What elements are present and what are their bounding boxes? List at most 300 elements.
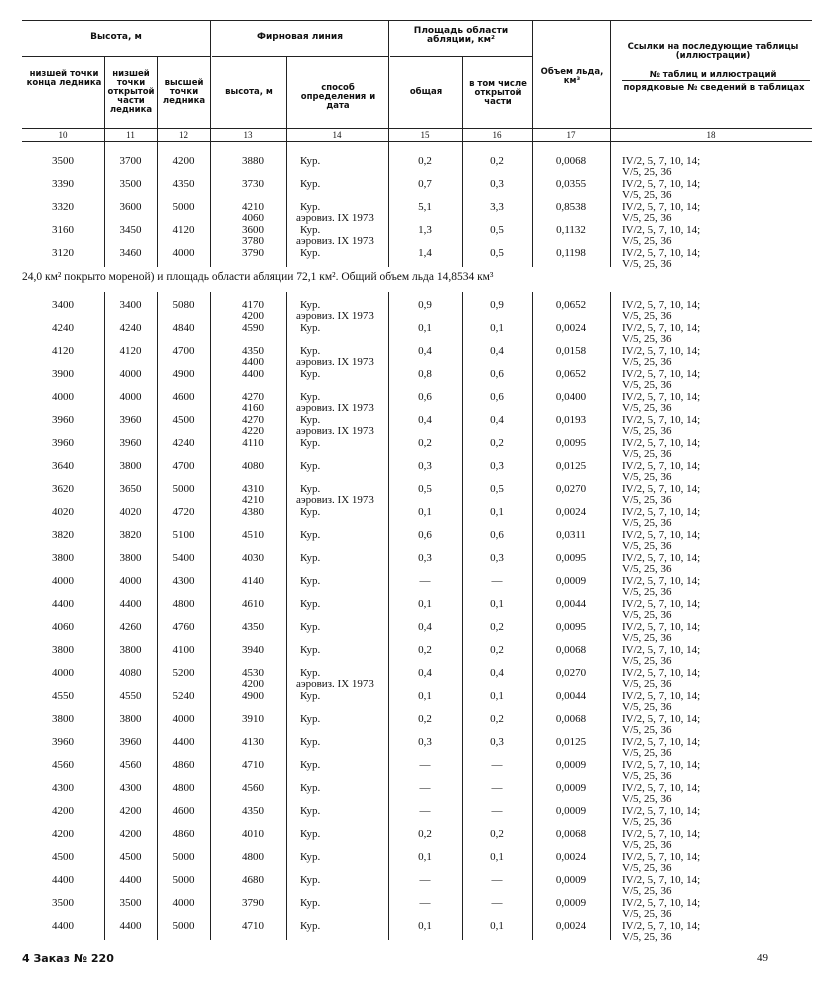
firn-method-value: Кур. xyxy=(300,736,321,748)
firn-height-value: 4560 xyxy=(242,782,264,794)
cell-firn-height xyxy=(228,553,278,564)
cell-volume: 0,0095 xyxy=(555,621,587,633)
cell-lowest: 3500 xyxy=(52,897,74,909)
references-line-1: IV/2, 5, 7, 10, 14; xyxy=(622,224,701,236)
firn-method-value: Кур. xyxy=(300,368,321,380)
firn-height-value: 4350 xyxy=(242,345,264,357)
firn-method-value: Кур. xyxy=(300,874,321,886)
cell-volume: 0,1132 xyxy=(556,224,586,236)
firn-method-value: аэровиз. IX 1973 xyxy=(296,235,374,247)
cell-volume: 0,0024 xyxy=(555,920,587,932)
firn-height-value: 4610 xyxy=(242,598,264,610)
cell-firn-method xyxy=(300,921,320,932)
references-line-2: V/5, 25, 36 xyxy=(622,448,672,460)
cell-volume: 0,0311 xyxy=(556,529,586,541)
firn-height-value: 3940 xyxy=(242,644,264,656)
cell-area-total: — xyxy=(419,759,431,771)
firn-height-value: 4160 xyxy=(242,402,264,414)
firn-height-value: 4270 xyxy=(242,414,264,426)
header-firn-height: высота, м xyxy=(225,87,273,97)
cell-lowest-open: 3800 xyxy=(119,552,142,564)
cell-lowest: 4400 xyxy=(52,874,74,886)
firn-height-value: 4510 xyxy=(242,529,264,541)
cell-lowest: 3800 xyxy=(52,713,74,725)
firn-method-value: Кур. xyxy=(300,247,321,259)
references-line-2: V/5, 25, 36 xyxy=(622,931,672,943)
cell-volume: 0,0044 xyxy=(555,598,587,610)
cell-area-open: 0,2 xyxy=(490,644,504,656)
cell-lowest-open: 4000 xyxy=(119,575,142,587)
column-number: 17 xyxy=(566,130,576,140)
cell-firn-method xyxy=(300,898,320,909)
cell-lowest-open: 4120 xyxy=(119,345,142,357)
firn-height-value: 4060 xyxy=(242,212,264,224)
cell-firn-method xyxy=(300,156,320,167)
firn-height-value: 4270 xyxy=(242,391,264,403)
firn-method-value: Кур. xyxy=(300,483,321,495)
cell-area-total: 0,2 xyxy=(418,713,432,725)
cell-area-open: 0,5 xyxy=(490,224,504,236)
firn-height-value: 4130 xyxy=(242,736,264,748)
table-note: 24,0 км² покрыто мореной) и площадь области абляции 72,1 км². Общий объем льда 14,8534 км³ xyxy=(22,271,494,283)
firn-method-value: Кур. xyxy=(300,299,321,311)
table-row xyxy=(0,457,813,483)
cell-area-total: 0,2 xyxy=(418,437,432,449)
firn-height-value: 4170 xyxy=(242,299,264,311)
firn-method-value: Кур. xyxy=(300,155,321,167)
cell-lowest: 4560 xyxy=(52,759,74,771)
table-row xyxy=(0,503,813,529)
firn-method-value: Кур. xyxy=(300,759,321,771)
cell-area-open: 0,3 xyxy=(490,178,504,190)
cell-firn-height xyxy=(228,783,278,794)
cell-area-open: 0,9 xyxy=(490,299,504,311)
cell-firn-height xyxy=(228,530,278,541)
cell-volume: 0,0009 xyxy=(555,874,587,886)
cell-area-open: 0,1 xyxy=(490,920,504,932)
firn-height-value: 4010 xyxy=(242,828,264,840)
firn-height-value: 4350 xyxy=(242,805,264,817)
firn-height-value: 4080 xyxy=(242,460,264,472)
cell-lowest: 3320 xyxy=(52,201,74,213)
references-line-1: IV/2, 5, 7, 10, 14; xyxy=(622,851,701,863)
cell-firn-method xyxy=(300,461,320,472)
header-area-open: в том числе открытой части xyxy=(469,79,527,107)
cell-lowest-open: 3600 xyxy=(119,201,142,213)
header-divider xyxy=(104,56,105,141)
cell-lowest-open: 4200 xyxy=(119,805,142,817)
cell-area-total: 0,8 xyxy=(418,368,432,380)
column-number: 18 xyxy=(706,130,716,140)
firn-method-value: Кур. xyxy=(300,552,321,564)
cell-firn-method xyxy=(300,179,320,190)
table-row xyxy=(0,244,813,270)
cell-lowest-open: 4300 xyxy=(119,782,142,794)
cell-lowest-open: 4400 xyxy=(119,874,142,886)
header-volume: Объем льда, км³ xyxy=(540,67,604,86)
cell-volume: 0,0009 xyxy=(555,805,587,817)
table-row xyxy=(0,388,813,414)
cell-lowest-open: 3820 xyxy=(119,529,142,541)
cell-lowest-open: 3400 xyxy=(119,299,142,311)
cell-firn-height xyxy=(228,875,278,886)
table-row xyxy=(0,917,813,943)
references-line-2: V/5, 25, 36 xyxy=(622,235,672,247)
cell-volume: 0,0652 xyxy=(555,368,587,380)
firn-method-value: Кур. xyxy=(300,598,321,610)
header-firn-method: способ определения и дата xyxy=(300,83,376,111)
references-line-1: IV/2, 5, 7, 10, 14; xyxy=(622,483,701,495)
references-line-1: IV/2, 5, 7, 10, 14; xyxy=(622,621,701,633)
cell-highest: 4120 xyxy=(172,224,195,236)
cell-lowest-open: 3960 xyxy=(119,736,142,748)
header-rule-firn xyxy=(212,56,388,57)
references-line-1: IV/2, 5, 7, 10, 14; xyxy=(622,805,701,817)
references-line-1: IV/2, 5, 7, 10, 14; xyxy=(622,437,701,449)
references-line-2: V/5, 25, 36 xyxy=(622,212,672,224)
cell-firn-height xyxy=(228,438,278,449)
cell-lowest-open: 3960 xyxy=(119,437,142,449)
table-row xyxy=(0,779,813,805)
cell-highest: 4400 xyxy=(172,736,195,748)
cell-volume: 0,0068 xyxy=(555,828,587,840)
references-line-1: IV/2, 5, 7, 10, 14; xyxy=(622,828,701,840)
table-row xyxy=(0,733,813,759)
references-line-2: V/5, 25, 36 xyxy=(622,333,672,345)
cell-volume: 0,0652 xyxy=(555,299,587,311)
cell-area-total: 0,3 xyxy=(418,736,432,748)
cell-lowest: 3400 xyxy=(52,299,74,311)
references-line-1: IV/2, 5, 7, 10, 14; xyxy=(622,690,701,702)
references-line-1: IV/2, 5, 7, 10, 14; xyxy=(622,575,701,587)
table-row xyxy=(0,221,813,247)
cell-lowest: 4000 xyxy=(52,575,74,587)
cell-area-open: 0,1 xyxy=(490,506,504,518)
cell-volume: 0,0024 xyxy=(555,851,587,863)
firn-method-value: аэровиз. IX 1973 xyxy=(296,356,374,368)
cell-lowest-open: 3800 xyxy=(119,460,142,472)
cell-highest: 5100 xyxy=(172,529,195,541)
table-row xyxy=(0,618,813,644)
firn-method-value: аэровиз. IX 1973 xyxy=(296,310,374,322)
cell-lowest: 4120 xyxy=(52,345,74,357)
cell-highest: 4900 xyxy=(172,368,195,380)
cell-lowest-open: 4020 xyxy=(119,506,142,518)
cell-firn-method xyxy=(300,248,320,259)
cell-firn-method xyxy=(300,714,320,725)
table-row xyxy=(0,152,813,178)
cell-firn-method xyxy=(300,438,320,449)
firn-method-value: Кур. xyxy=(300,224,321,236)
cell-area-open: 0,1 xyxy=(490,322,504,334)
cell-highest: 5000 xyxy=(172,920,195,932)
cell-highest: 4500 xyxy=(172,414,195,426)
cell-area-open: 0,1 xyxy=(490,690,504,702)
cell-area-total: 0,7 xyxy=(418,178,432,190)
cell-highest: 4300 xyxy=(172,575,195,587)
cell-lowest: 4020 xyxy=(52,506,74,518)
cell-highest: 4100 xyxy=(172,644,195,656)
references-line-1: IV/2, 5, 7, 10, 14; xyxy=(622,322,701,334)
cell-firn-method xyxy=(300,369,320,380)
cell-highest: 4600 xyxy=(172,391,195,403)
firn-height-value: 4710 xyxy=(242,920,264,932)
cell-firn-height xyxy=(228,369,278,380)
references-line-1: IV/2, 5, 7, 10, 14; xyxy=(622,155,701,167)
references-line-1: IV/2, 5, 7, 10, 14; xyxy=(622,247,701,259)
cell-area-total: 0,4 xyxy=(418,667,432,679)
cell-lowest: 3960 xyxy=(52,414,74,426)
cell-lowest: 4300 xyxy=(52,782,74,794)
firn-method-value: Кур. xyxy=(300,667,321,679)
references-line-2: V/5, 25, 36 xyxy=(622,747,672,759)
cell-highest: 5000 xyxy=(172,201,195,213)
cell-lowest: 4500 xyxy=(52,851,74,863)
table-row xyxy=(0,710,813,736)
cell-highest: 5240 xyxy=(172,690,195,702)
header-height-group: Высота, м xyxy=(90,32,142,42)
cell-firn-height xyxy=(228,645,278,656)
cell-area-open: 0,2 xyxy=(490,437,504,449)
header-lowest-open: низшей точки открытой части ледника xyxy=(107,69,155,115)
references-line-2: V/5, 25, 36 xyxy=(622,816,672,828)
cell-highest: 5000 xyxy=(172,874,195,886)
firn-height-value: 4210 xyxy=(242,494,264,506)
cell-firn-method xyxy=(300,622,320,633)
cell-firn-height xyxy=(228,622,278,633)
references-line-2: V/5, 25, 36 xyxy=(622,517,672,529)
firn-height-value: 3790 xyxy=(242,247,264,259)
column-number: 11 xyxy=(126,130,135,140)
firn-method-value: аэровиз. IX 1973 xyxy=(296,494,374,506)
cell-highest: 4350 xyxy=(172,178,195,190)
cell-area-open: — xyxy=(491,874,503,886)
table-row xyxy=(0,894,813,920)
header-lowest: низшей точки конца ледника xyxy=(26,69,102,88)
cell-area-open: 0,6 xyxy=(490,529,504,541)
firn-height-value: 4210 xyxy=(242,201,264,213)
firn-height-value: 4200 xyxy=(242,678,264,690)
references-line-1: IV/2, 5, 7, 10, 14; xyxy=(622,782,701,794)
table-row xyxy=(0,175,813,201)
header-bottom-rule xyxy=(22,141,812,142)
cell-area-total: 0,1 xyxy=(418,322,432,334)
cell-highest: 4000 xyxy=(172,247,195,259)
references-line-2: V/5, 25, 36 xyxy=(622,356,672,368)
cell-volume: 0,0125 xyxy=(555,736,587,748)
cell-area-total: — xyxy=(419,782,431,794)
firn-method-value: Кур. xyxy=(300,920,321,932)
table-row xyxy=(0,549,813,575)
references-line-1: IV/2, 5, 7, 10, 14; xyxy=(622,345,701,357)
cell-area-open: 0,4 xyxy=(490,345,504,357)
cell-lowest-open: 4500 xyxy=(119,851,142,863)
references-line-1: IV/2, 5, 7, 10, 14; xyxy=(622,759,701,771)
column-number: 14 xyxy=(332,130,342,140)
firn-height-value: 3910 xyxy=(242,713,264,725)
cell-highest: 4860 xyxy=(172,828,195,840)
cell-firn-method xyxy=(300,530,320,541)
column-number: 15 xyxy=(420,130,430,140)
cell-lowest-open: 4000 xyxy=(119,368,142,380)
firn-height-value: 4110 xyxy=(242,437,264,449)
cell-lowest-open: 4200 xyxy=(119,828,142,840)
references-line-2: V/5, 25, 36 xyxy=(622,494,672,506)
references-line-2: V/5, 25, 36 xyxy=(622,655,672,667)
cell-lowest: 4400 xyxy=(52,598,74,610)
references-line-2: V/5, 25, 36 xyxy=(622,189,672,201)
cell-firn-height xyxy=(228,691,278,702)
column-number: 16 xyxy=(492,130,502,140)
header-divider xyxy=(210,20,211,141)
cell-area-open: — xyxy=(491,759,503,771)
references-line-1: IV/2, 5, 7, 10, 14; xyxy=(622,644,701,656)
table-row xyxy=(0,480,813,506)
references-line-2: V/5, 25, 36 xyxy=(622,379,672,391)
firn-method-value: Кур. xyxy=(300,713,321,725)
cell-lowest-open: 3450 xyxy=(119,224,142,236)
cell-firn-height xyxy=(228,898,278,909)
references-line-1: IV/2, 5, 7, 10, 14; xyxy=(622,736,701,748)
cell-lowest-open: 4000 xyxy=(119,391,142,403)
cell-lowest: 3960 xyxy=(52,437,74,449)
cell-firn-method xyxy=(300,599,320,610)
references-line-1: IV/2, 5, 7, 10, 14; xyxy=(622,598,701,610)
references-line-2: V/5, 25, 36 xyxy=(622,402,672,414)
firn-height-value: 4590 xyxy=(242,322,264,334)
cell-firn-height xyxy=(228,806,278,817)
cell-lowest: 3960 xyxy=(52,736,74,748)
table-row xyxy=(0,572,813,598)
firn-method-value: аэровиз. IX 1973 xyxy=(296,212,374,224)
header-area-total: общая xyxy=(409,87,443,97)
firn-height-value: 4400 xyxy=(242,368,264,380)
cell-lowest-open: 4080 xyxy=(119,667,142,679)
header-top-rule xyxy=(22,20,812,21)
cell-area-total: 0,6 xyxy=(418,391,432,403)
cell-highest: 4720 xyxy=(172,506,195,518)
references-line-1: IV/2, 5, 7, 10, 14; xyxy=(622,201,701,213)
table-row xyxy=(0,411,813,437)
references-line-1: IV/2, 5, 7, 10, 14; xyxy=(622,506,701,518)
references-line-2: V/5, 25, 36 xyxy=(622,258,672,270)
cell-firn-method xyxy=(300,760,320,771)
header-highest: высшей точки ледника xyxy=(162,78,206,106)
table-row xyxy=(0,664,813,690)
cell-volume: 0,0009 xyxy=(555,759,587,771)
cell-firn-height xyxy=(228,507,278,518)
cell-area-total: 0,3 xyxy=(418,552,432,564)
cell-lowest: 3640 xyxy=(52,460,74,472)
cell-area-total: 0,2 xyxy=(418,155,432,167)
table-row xyxy=(0,434,813,460)
cell-volume: 0,1198 xyxy=(556,247,586,259)
firn-height-value: 3600 xyxy=(242,224,264,236)
references-line-1: IV/2, 5, 7, 10, 14; xyxy=(622,299,701,311)
cell-lowest: 4400 xyxy=(52,920,74,932)
references-line-1: IV/2, 5, 7, 10, 14; xyxy=(622,667,701,679)
firn-height-value: 4710 xyxy=(242,759,264,771)
cell-area-open: 0,2 xyxy=(490,621,504,633)
cell-area-open: 0,5 xyxy=(490,483,504,495)
firn-method-value: Кур. xyxy=(300,897,321,909)
cell-volume: 0,0068 xyxy=(555,713,587,725)
cell-area-open: 0,2 xyxy=(490,713,504,725)
cell-firn-method xyxy=(300,507,320,518)
cell-area-total: 0,4 xyxy=(418,345,432,357)
cell-area-open: 0,3 xyxy=(490,552,504,564)
references-line-2: V/5, 25, 36 xyxy=(622,770,672,782)
firn-height-value: 4350 xyxy=(242,621,264,633)
cell-volume: 0,0009 xyxy=(555,782,587,794)
firn-height-value: 4680 xyxy=(242,874,264,886)
header-refs-sub2: порядковые № сведений в таблицах xyxy=(623,83,805,93)
cell-area-total: 0,6 xyxy=(418,529,432,541)
cell-area-open: 0,2 xyxy=(490,155,504,167)
cell-volume: 0,0158 xyxy=(555,345,587,357)
cell-lowest-open: 3800 xyxy=(119,644,142,656)
references-line-1: IV/2, 5, 7, 10, 14; xyxy=(622,920,701,932)
cell-lowest-open: 4240 xyxy=(119,322,142,334)
cell-firn-height xyxy=(228,323,278,334)
cell-references xyxy=(622,921,700,943)
column-number: 12 xyxy=(179,130,188,140)
references-line-2: V/5, 25, 36 xyxy=(622,609,672,621)
cell-firn-method xyxy=(300,829,320,840)
cell-highest: 5080 xyxy=(172,299,195,311)
firn-height-value: 4310 xyxy=(242,483,264,495)
cell-highest: 4800 xyxy=(172,598,195,610)
cell-lowest: 4000 xyxy=(52,391,74,403)
cell-area-total: 1,3 xyxy=(418,224,432,236)
references-line-2: V/5, 25, 36 xyxy=(622,540,672,552)
firn-method-value: Кур. xyxy=(300,178,321,190)
cell-highest: 5000 xyxy=(172,483,195,495)
cell-volume: 0,0068 xyxy=(555,155,587,167)
references-line-1: IV/2, 5, 7, 10, 14; xyxy=(622,529,701,541)
cell-volume: 0,0024 xyxy=(555,322,587,334)
cell-lowest: 4240 xyxy=(52,322,74,334)
references-line-2: V/5, 25, 36 xyxy=(622,839,672,851)
firn-method-value: Кур. xyxy=(300,345,321,357)
cell-volume: 0,0024 xyxy=(555,506,587,518)
firn-method-value: Кур. xyxy=(300,529,321,541)
cell-firn-method xyxy=(300,783,320,794)
cell-highest: 4240 xyxy=(172,437,195,449)
cell-area-open: — xyxy=(491,897,503,909)
firn-height-value: 4030 xyxy=(242,552,264,564)
cell-volume: 0,8538 xyxy=(555,201,587,213)
cell-area-open: — xyxy=(491,805,503,817)
cell-area-total: 0,1 xyxy=(418,690,432,702)
cell-area-open: 3,3 xyxy=(490,201,504,213)
firn-method-value: Кур. xyxy=(300,828,321,840)
firn-height-value: 4140 xyxy=(242,575,264,587)
header-refs-rule xyxy=(622,80,810,81)
cell-area-open: 0,5 xyxy=(490,247,504,259)
header-divider xyxy=(532,20,533,141)
firn-method-value: Кур. xyxy=(300,690,321,702)
cell-area-total: 0,1 xyxy=(418,506,432,518)
cell-area-total: 0,2 xyxy=(418,644,432,656)
cell-area-total: — xyxy=(419,575,431,587)
cell-lowest: 3900 xyxy=(52,368,74,380)
cell-lowest: 3160 xyxy=(52,224,74,236)
cell-lowest-open: 4560 xyxy=(119,759,142,771)
cell-volume: 0,0095 xyxy=(555,437,587,449)
references-line-2: V/5, 25, 36 xyxy=(622,724,672,736)
cell-area-total: 0,1 xyxy=(418,598,432,610)
